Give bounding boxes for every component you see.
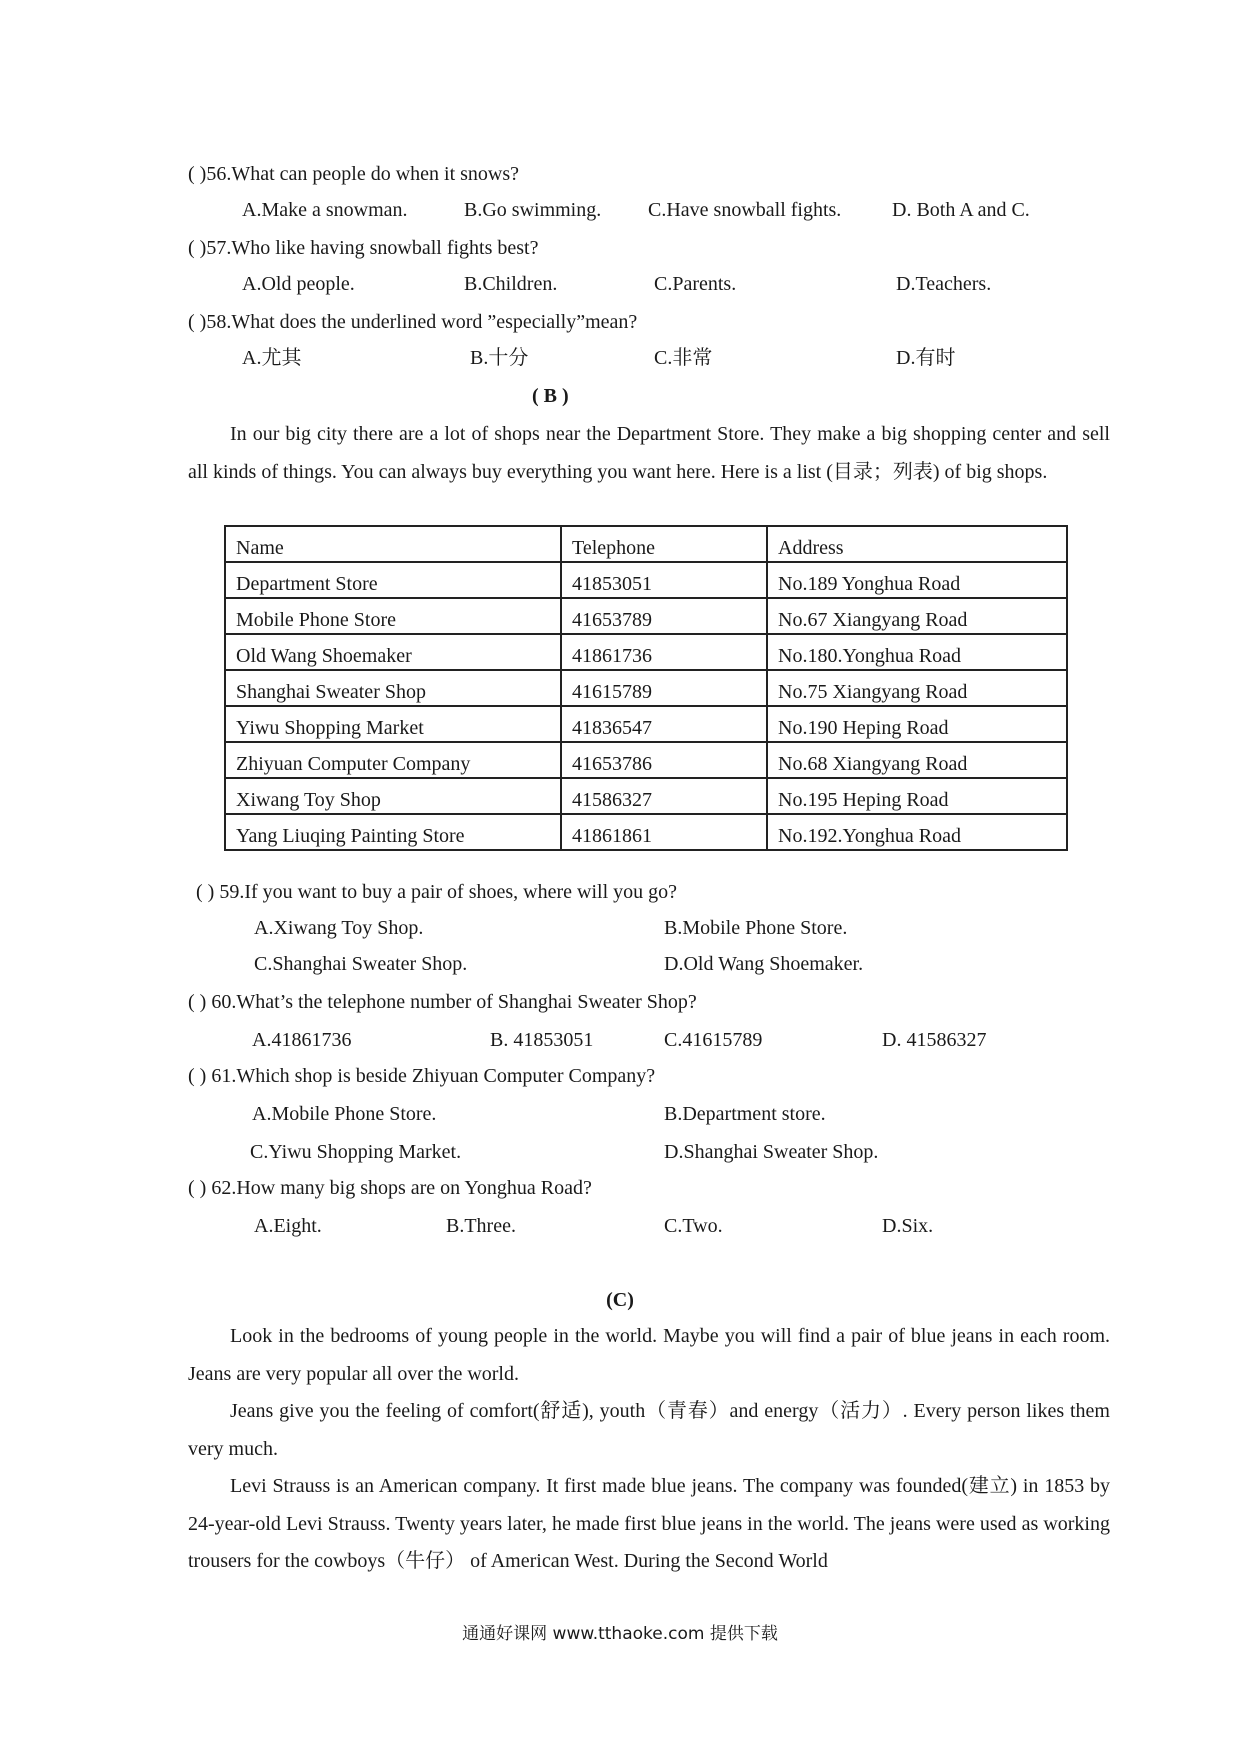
shop-address: No.68 Xiangyang Road [767,742,1067,778]
q57-option-b: B.Children. [464,273,558,295]
shop-telephone: 41653789 [561,598,767,634]
table-row [225,706,1067,742]
table-row [225,562,1067,598]
shop-address: No.189 Yonghua Road [767,562,1067,598]
table-row [225,670,1067,706]
shop-address: No.190 Heping Road [767,706,1067,742]
table-row [225,598,1067,634]
shop-telephone: 41615789 [561,670,767,706]
shop-name: Zhiyuan Computer Company [225,742,561,778]
shop-name: Shanghai Sweater Shop [225,670,561,706]
q62-option-c: C.Two. [664,1215,723,1237]
table-header-row [225,526,1067,562]
q62-option-b: B.Three. [446,1215,516,1237]
shop-telephone: 41853051 [561,562,767,598]
shop-telephone: 41653786 [561,742,767,778]
q59-option-b: B.Mobile Phone Store. [664,917,848,939]
section-b-title: ( B ) [532,385,569,407]
section-c-paragraph-2 [188,1393,1110,1468]
q60-option-c: C.41615789 [664,1029,763,1051]
q62-option-d: D.Six. [882,1215,934,1237]
table-row [225,814,1067,850]
q56-option-d: D. Both A and C. [892,199,1030,221]
shop-address: No.192.Yonghua Road [767,814,1067,850]
shop-name: Department Store [225,562,561,598]
q57-option-d: D.Teachers. [896,273,992,295]
table-row [225,634,1067,670]
section-c-title: (C) [606,1289,634,1311]
question-62-stem: ( ) 62.How many big shops are on Yonghua Road? [188,1177,592,1199]
shop-name: Mobile Phone Store [225,598,561,634]
section-c-text-3: Levi Strauss is an American company. It first made blue jeans. The company was founded(建立) in 1853 by 24-year-old Levi Strauss. Twenty years later, he made first blue jeans in the world. The jeans were used as working trousers for the cowboys（牛仔） of American West. During the Second World [188,1475,1110,1572]
section-c-text-2: Jeans give you the feeling of comfort(舒适), youth（青春）and energy（活力）. Every person likes them very much. [188,1400,1110,1460]
table-header-address: Address [767,526,1067,562]
q58-option-d: D.有时 [896,347,956,369]
table-header-name: Name [225,526,561,562]
shop-name: Xiwang Toy Shop [225,778,561,814]
section-c-text-1: Look in the bedrooms of young people in the world. Maybe you will find a pair of blue jeans in each room. Jeans are very popular all over the world. [188,1325,1110,1385]
page-footer: 通通好课网 www.tthaoke.com 提供下载 [462,1624,778,1644]
q57-option-c: C.Parents. [654,273,737,295]
q59-option-d: D.Old Wang Shoemaker. [664,953,864,975]
q57-option-a: A.Old people. [242,273,355,295]
q61-option-c: C.Yiwu Shopping Market. [250,1141,462,1163]
q56-option-b: B.Go swimming. [464,199,602,221]
shop-telephone: 41836547 [561,706,767,742]
q61-option-a: A.Mobile Phone Store. [252,1103,437,1125]
q58-option-a: A.尤其 [242,347,302,369]
question-57-stem: ( )57.Who like having snowball fights best? [188,237,539,259]
shop-telephone: 41586327 [561,778,767,814]
q58-option-c: C.非常 [654,347,713,369]
question-61-stem: ( ) 61.Which shop is beside Zhiyuan Computer Company? [188,1065,656,1087]
shop-name: Yang Liuqing Painting Store [225,814,561,850]
section-b-paragraph [188,416,1110,491]
q56-option-a: A.Make a snowman. [242,199,408,221]
q59-option-a: A.Xiwang Toy Shop. [254,917,424,939]
q58-option-b: B.十分 [470,347,529,369]
section-c-paragraph-3 [188,1468,1110,1581]
question-60-stem: ( ) 60.What’s the telephone number of Shanghai Sweater Shop? [188,991,697,1013]
q60-option-a: A.41861736 [252,1029,352,1051]
shop-telephone: 41861861 [561,814,767,850]
shop-address: No.67 Xiangyang Road [767,598,1067,634]
table-row [225,778,1067,814]
question-56-stem: ( )56.What can people do when it snows? [188,163,520,185]
q62-option-a: A.Eight. [254,1215,322,1237]
q61-option-b: B.Department store. [664,1103,826,1125]
q59-option-c: C.Shanghai Sweater Shop. [254,953,468,975]
question-59-stem: ( ) 59.If you want to buy a pair of shoes, where will you go? [196,881,677,903]
q60-option-b: B. 41853051 [490,1029,594,1051]
shop-name: Yiwu Shopping Market [225,706,561,742]
shop-address: No.75 Xiangyang Road [767,670,1067,706]
question-58-stem: ( )58.What does the underlined word ”especially”mean? [188,311,638,333]
shop-telephone: 41861736 [561,634,767,670]
shop-address: No.195 Heping Road [767,778,1067,814]
shop-name: Old Wang Shoemaker [225,634,561,670]
q61-option-d: D.Shanghai Sweater Shop. [664,1141,879,1163]
shop-address: No.180.Yonghua Road [767,634,1067,670]
table-row [225,742,1067,778]
shop-table [224,525,1068,851]
section-b-text: In our big city there are a lot of shops near the Department Store. They make a big shopping center and sell all kinds of things. You can always buy everything you want here. Here is a list (目录；列表) of big shops. [188,423,1110,483]
table-header-telephone: Telephone [561,526,767,562]
q56-option-c: C.Have snowball fights. [648,199,842,221]
q60-option-d: D. 41586327 [882,1029,987,1051]
section-c-paragraph-1 [188,1318,1110,1393]
